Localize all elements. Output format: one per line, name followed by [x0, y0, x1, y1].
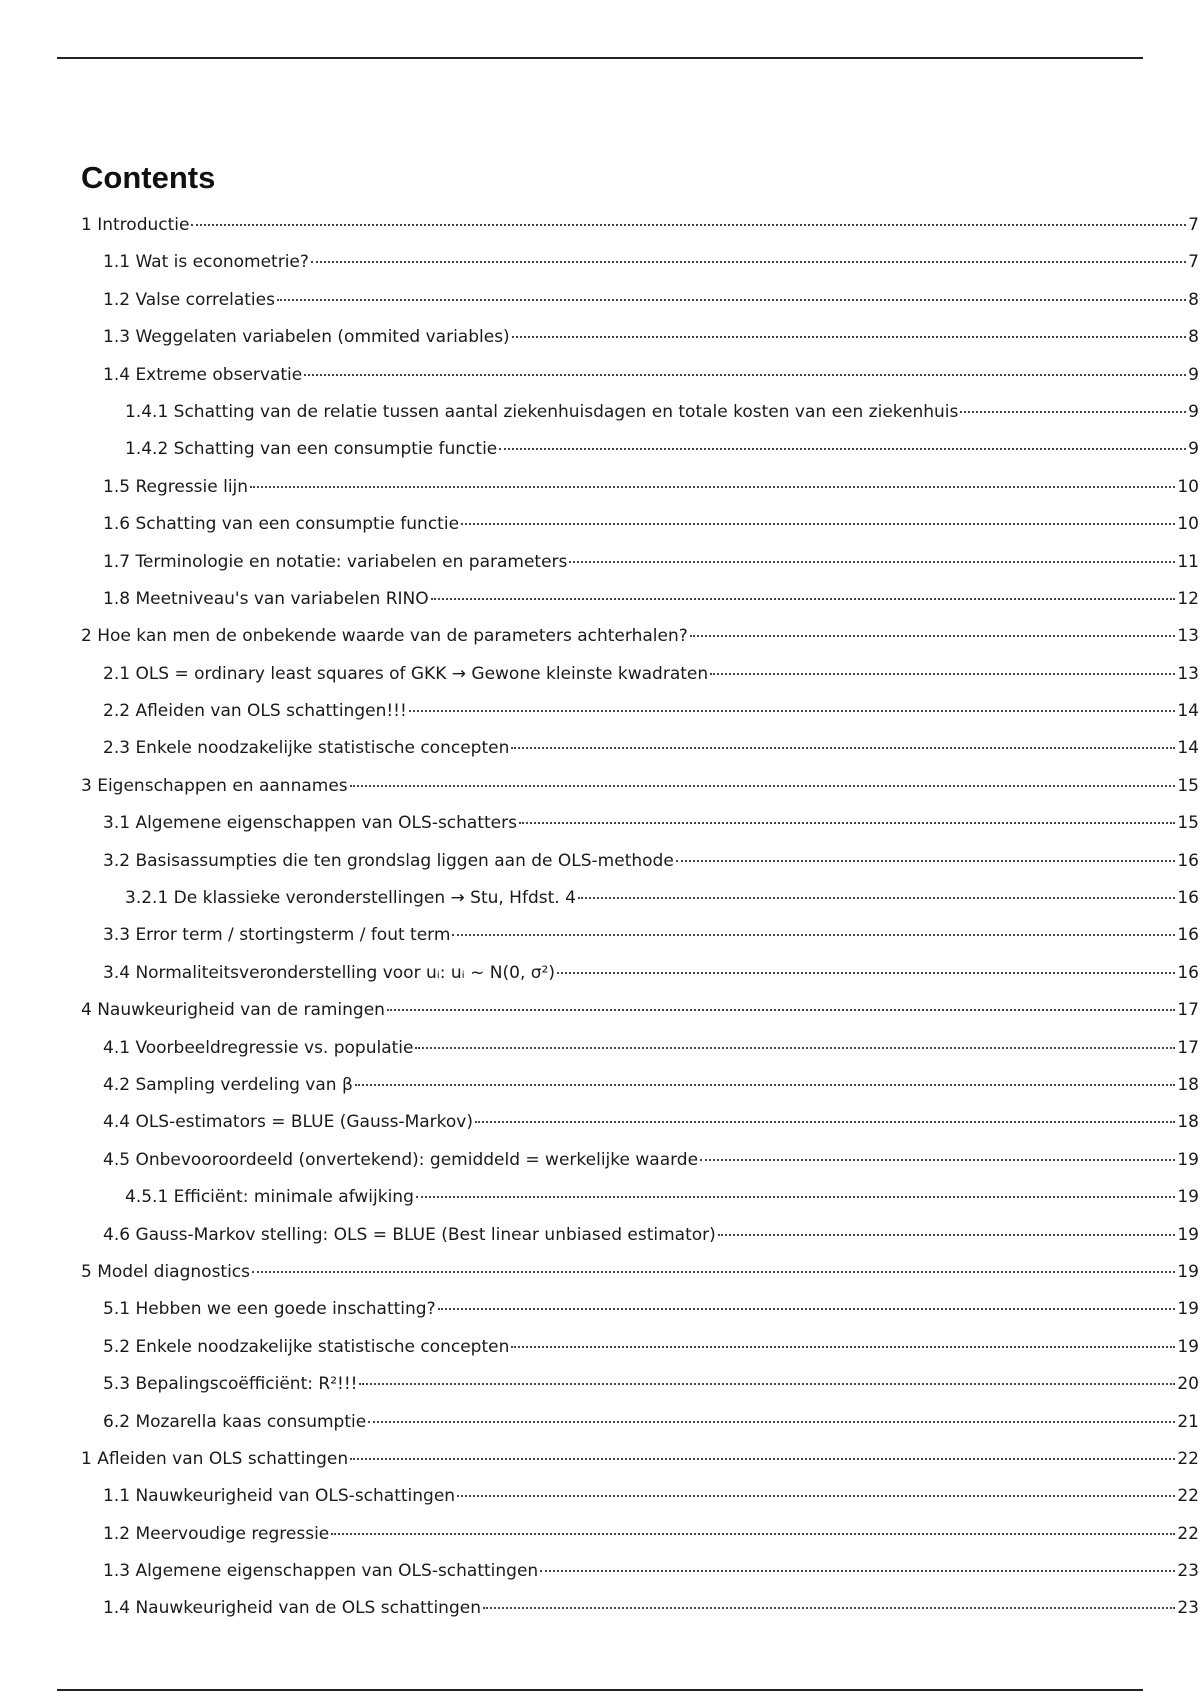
toc-entry[interactable] — [81, 656, 1199, 693]
toc-entry[interactable] — [81, 1329, 1199, 1366]
toc-dot-leader — [960, 411, 1186, 413]
toc-entry[interactable] — [81, 394, 1199, 431]
toc-dot-leader — [499, 448, 1186, 450]
toc-entry-label: 4 Nauwkeurigheid van de ramingen — [81, 1000, 385, 1021]
toc-entry[interactable] — [81, 581, 1199, 618]
toc-entry-label: 1.3 Weggelaten variabelen (ommited variables) — [103, 327, 510, 348]
toc-entry-label: 3.3 Error term / stortingsterm / fout term — [103, 925, 451, 946]
toc-page-number: 8 — [1188, 327, 1199, 348]
toc-entry[interactable] — [81, 357, 1199, 394]
toc-page-number: 10 — [1177, 476, 1199, 497]
toc-page-number: 19 — [1177, 1299, 1199, 1320]
toc-dot-leader — [511, 1346, 1175, 1348]
header-rule — [57, 57, 1143, 59]
toc-dot-leader — [452, 934, 1175, 936]
toc-dot-leader — [431, 598, 1176, 600]
toc-dot-leader — [569, 561, 1175, 563]
toc-page-number: 14 — [1177, 701, 1199, 722]
toc-page-number: 9 — [1188, 364, 1199, 385]
toc-dot-leader — [416, 1196, 1175, 1198]
toc-entry-label: 2.3 Enkele noodzakelijke statistische concepten — [103, 738, 510, 759]
toc-page-number: 11 — [1177, 551, 1199, 572]
toc-dot-leader — [557, 972, 1175, 974]
toc-entry-label: 1.1 Nauwkeurigheid van OLS-schattingen — [103, 1486, 456, 1507]
toc-dot-leader — [438, 1308, 1176, 1310]
toc-dot-leader — [475, 1121, 1175, 1123]
toc-entry-label: 4.1 Voorbeeldregressie vs. populatie — [103, 1037, 414, 1058]
toc-dot-leader — [350, 785, 1176, 787]
toc-entry-label: 2.2 Afleiden van OLS schattingen!!! — [103, 701, 407, 722]
toc-entry-label: 5.3 Bepalingscoëfficiënt: R²!!! — [103, 1374, 358, 1395]
toc-page-number: 13 — [1177, 626, 1199, 647]
toc-dot-leader — [331, 1533, 1175, 1535]
toc-page-number: 17 — [1177, 1000, 1199, 1021]
toc-entry-label: 5 Model diagnostics — [81, 1261, 251, 1282]
toc-entry[interactable] — [81, 843, 1199, 880]
toc-dot-leader — [690, 635, 1176, 637]
toc-entry-label: 1.8 Meetniveau's van variabelen RINO — [103, 588, 429, 609]
toc-entry-label: 1.4.1 Schatting van de relatie tussen aantal ziekenhuisdagen en totale kosten van een ziekenhuis — [125, 401, 959, 422]
toc-page-number: 9 — [1188, 439, 1199, 460]
toc-dot-leader — [457, 1495, 1175, 1497]
toc-entry-label: 6.2 Mozarella kaas consumptie — [103, 1411, 367, 1432]
toc-entry-label: 1.7 Terminologie en notatie: variabelen en parameters — [103, 551, 568, 572]
toc-entry[interactable] — [81, 618, 1199, 655]
toc-entry-label: 2 Hoe kan men de onbekende waarde van de parameters achterhalen? — [81, 626, 688, 647]
toc-page-number: 15 — [1177, 775, 1199, 796]
toc-entry[interactable] — [81, 730, 1199, 767]
toc-entry[interactable] — [81, 207, 1199, 244]
toc-page-number: 13 — [1177, 663, 1199, 684]
toc-page-number: 8 — [1188, 289, 1199, 310]
toc-dot-leader — [311, 261, 1186, 263]
toc-entry[interactable] — [81, 319, 1199, 356]
toc-dot-leader — [191, 224, 1186, 226]
footer-rule — [57, 1689, 1143, 1691]
toc-entry[interactable] — [81, 1179, 1199, 1216]
toc-page-number: 7 — [1188, 252, 1199, 273]
toc-entry-label: 3 Eigenschappen en aannames — [81, 775, 348, 796]
toc-entry[interactable] — [81, 1142, 1199, 1179]
toc-page-number: 22 — [1177, 1523, 1199, 1544]
toc-entry-label: 1.3 Algemene eigenschappen van OLS-schattingen — [103, 1561, 539, 1582]
toc-dot-leader — [359, 1383, 1175, 1385]
toc-entry[interactable] — [81, 1404, 1199, 1441]
toc-entry[interactable] — [81, 768, 1199, 805]
toc-page-number: 17 — [1177, 1037, 1199, 1058]
toc-page-number: 23 — [1177, 1561, 1199, 1582]
toc-entry-label: 4.6 Gauss-Markov stelling: OLS = BLUE (Best linear unbiased estimator) — [103, 1224, 716, 1245]
toc-entry-label: 3.1 Algemene eigenschappen van OLS-schatters — [103, 813, 517, 834]
toc-page-number: 15 — [1177, 813, 1199, 834]
toc-page-number: 21 — [1177, 1411, 1199, 1432]
toc-entry-label: 1.4 Extreme observatie — [103, 364, 303, 385]
toc-page-number: 9 — [1188, 401, 1199, 422]
toc-entry[interactable] — [81, 917, 1199, 954]
toc-dot-leader — [483, 1607, 1175, 1609]
toc-entry-label: 1.4.2 Schatting van een consumptie functie — [125, 439, 498, 460]
toc-entry[interactable] — [81, 805, 1199, 842]
toc-dot-leader — [540, 1570, 1175, 1572]
toc-page-number: 18 — [1177, 1074, 1199, 1095]
toc-dot-leader — [355, 1084, 1176, 1086]
toc-entry[interactable] — [81, 1478, 1199, 1515]
toc-entry[interactable] — [81, 506, 1199, 543]
contents-heading: Contents — [81, 160, 216, 195]
toc-entry-label: 1.4 Nauwkeurigheid van de OLS schattingen — [103, 1598, 481, 1619]
toc-page-number: 18 — [1177, 1112, 1199, 1133]
toc-entry[interactable] — [81, 244, 1199, 281]
toc-dot-leader — [387, 1009, 1175, 1011]
toc-entry[interactable] — [81, 1441, 1199, 1478]
toc-entry[interactable] — [81, 1291, 1199, 1328]
toc-entry-label: 4.5.1 Efficiënt: minimale afwijking — [125, 1187, 414, 1208]
toc-page-number: 19 — [1177, 1261, 1199, 1282]
toc-entry-label: 5.2 Enkele noodzakelijke statistische concepten — [103, 1336, 510, 1357]
toc-entry[interactable] — [81, 1590, 1199, 1627]
toc-page-number: 22 — [1177, 1448, 1199, 1469]
toc-entry-label: 1 Introductie — [81, 215, 190, 235]
toc-entry-label: 1.1 Wat is econometrie? — [103, 252, 309, 273]
toc-entry[interactable] — [81, 1516, 1199, 1553]
toc-dot-leader — [461, 523, 1175, 525]
toc-entry-label: 1.2 Valse correlaties — [103, 289, 275, 310]
toc-entry-label: 2.1 OLS = ordinary least squares of GKK → Gewone kleinste kwadraten — [103, 663, 709, 684]
toc-dot-leader — [252, 1271, 1175, 1273]
toc-page-number: 19 — [1177, 1336, 1199, 1357]
toc-page-number: 19 — [1177, 1149, 1199, 1170]
toc-dot-leader — [710, 673, 1175, 675]
toc-dot-leader — [676, 860, 1176, 862]
toc-entry-label: 1.2 Meervoudige regressie — [103, 1523, 330, 1544]
toc-dot-leader — [415, 1047, 1175, 1049]
toc-page-number: 22 — [1177, 1486, 1199, 1507]
toc-page-number: 12 — [1177, 588, 1199, 609]
toc-entry[interactable] — [81, 955, 1199, 992]
toc-entry-label: 3.2.1 De klassieke veronderstellingen → Stu, Hfdst. 4 — [125, 888, 576, 909]
toc-page-number: 10 — [1177, 514, 1199, 535]
toc-dot-leader — [700, 1159, 1175, 1161]
toc-dot-leader — [304, 374, 1186, 376]
toc-page-number: 16 — [1177, 962, 1199, 983]
toc-entry-label: 3.4 Normaliteitsveronderstelling voor uᵢ: uᵢ ~ N(0, σ²) — [103, 962, 555, 983]
toc-entry-label: 4.5 Onbevooroordeeld (onvertekend): gemiddeld = werkelijke waarde — [103, 1149, 699, 1170]
toc-entry-label: 1.5 Regressie lijn — [103, 476, 249, 497]
toc-entry[interactable] — [81, 1217, 1199, 1254]
toc-entry[interactable] — [81, 880, 1199, 917]
toc-dot-leader — [409, 710, 1176, 712]
toc-dot-leader — [511, 747, 1175, 749]
toc-page-number: 16 — [1177, 925, 1199, 946]
toc-entry[interactable] — [81, 1254, 1199, 1291]
toc-entry-label: 5.1 Hebben we een goede inschatting? — [103, 1299, 436, 1320]
toc-dot-leader — [519, 822, 1175, 824]
toc-dot-leader — [277, 299, 1186, 301]
toc-page-number: 14 — [1177, 738, 1199, 759]
toc-page-number: 19 — [1177, 1224, 1199, 1245]
toc-entry[interactable] — [81, 693, 1199, 730]
toc-entry-label: 4.4 OLS-estimators = BLUE (Gauss-Markov) — [103, 1112, 473, 1133]
toc-entry-label: 4.2 Sampling verdeling van β — [103, 1074, 353, 1095]
toc-dot-leader — [368, 1421, 1175, 1423]
toc-dot-leader — [350, 1458, 1175, 1460]
toc-entry-label: 1 Afleiden van OLS schattingen — [81, 1448, 349, 1469]
toc-entry[interactable] — [81, 431, 1199, 468]
toc-page-number: 23 — [1177, 1598, 1199, 1619]
toc-page-number: 16 — [1177, 850, 1199, 871]
toc-page-number: 20 — [1177, 1374, 1199, 1395]
toc-dot-leader — [578, 897, 1175, 899]
toc-entry[interactable] — [81, 282, 1199, 319]
toc-entry-label: 3.2 Basisassumpties die ten grondslag liggen aan de OLS-methode — [103, 850, 674, 871]
toc-dot-leader — [512, 336, 1186, 338]
toc-page-number: 19 — [1177, 1187, 1199, 1208]
toc-page-number: 16 — [1177, 888, 1199, 909]
toc-dot-leader — [250, 486, 1175, 488]
toc-entry[interactable] — [81, 1553, 1199, 1590]
toc-entry-label: 1.6 Schatting van een consumptie functie — [103, 514, 460, 535]
toc-entry[interactable] — [81, 469, 1199, 506]
toc-entry[interactable] — [81, 544, 1199, 581]
toc-entry[interactable] — [81, 992, 1199, 1029]
toc-dot-leader — [718, 1234, 1176, 1236]
toc-entry[interactable] — [81, 1104, 1199, 1141]
toc-entry[interactable] — [81, 1366, 1199, 1403]
table-of-contents — [81, 207, 1199, 1628]
toc-entry[interactable] — [81, 1030, 1199, 1067]
toc-page-number: 7 — [1188, 215, 1199, 235]
toc-entry[interactable] — [81, 1067, 1199, 1104]
